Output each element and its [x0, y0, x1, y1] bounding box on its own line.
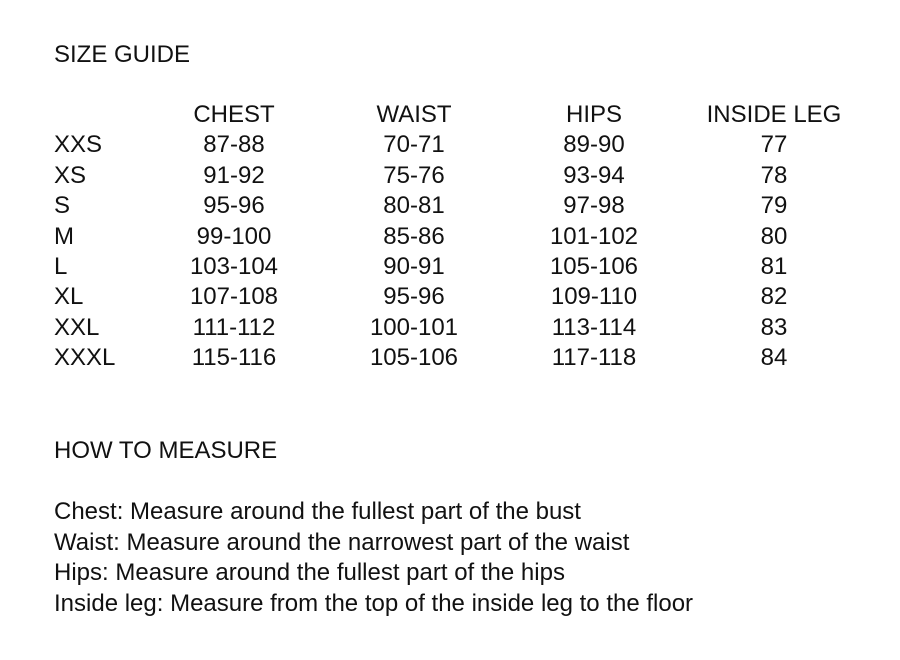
hips-value: 109-110 — [550, 283, 638, 311]
column-header-size — [54, 100, 154, 130]
waist-value: 105-106 — [369, 344, 459, 372]
inside-leg-value: 83 — [760, 313, 788, 341]
table-header-row — [54, 100, 874, 130]
waist-value: 80-81 — [383, 192, 445, 220]
chest-instruction: Chest: Measure around the fullest part of the bust — [54, 498, 581, 525]
hips-value: 113-114 — [551, 313, 637, 341]
waist-value: 75-76 — [383, 161, 445, 189]
waist-value: 70-71 — [383, 131, 445, 159]
size-guide-title: SIZE GUIDE — [54, 41, 191, 68]
table-row — [54, 161, 874, 191]
size-label: M — [54, 222, 74, 250]
table-row — [54, 313, 874, 343]
table-row — [54, 252, 874, 282]
size-label: S — [54, 192, 71, 220]
inside-leg-value: 82 — [760, 283, 788, 311]
size-label: L — [54, 253, 68, 281]
chest-value: 91-92 — [203, 161, 265, 189]
chest-value: 87-88 — [203, 131, 265, 159]
chest-value: 115-116 — [191, 344, 277, 372]
table-row — [54, 282, 874, 312]
size-label: XXS — [54, 131, 103, 159]
hips-value: 101-102 — [549, 222, 639, 250]
hips-value: 105-106 — [549, 253, 639, 281]
size-table — [54, 100, 874, 374]
column-header-chest: CHEST — [193, 101, 275, 128]
inside-leg-value: 80 — [760, 222, 788, 250]
column-header-hips: HIPS — [565, 101, 622, 128]
chest-value: 99-100 — [196, 222, 272, 250]
waist-value: 95-96 — [383, 283, 445, 311]
hips-instruction: Hips: Measure around the fullest part of the hips — [54, 559, 565, 586]
hips-value: 97-98 — [563, 192, 625, 220]
column-header-waist: WAIST — [376, 101, 452, 128]
measurement-instructions — [54, 497, 693, 619]
table-row — [54, 222, 874, 252]
table-row — [54, 191, 874, 221]
waist-instruction: Waist: Measure around the narrowest part of the waist — [54, 528, 630, 556]
hips-value: 89-90 — [563, 131, 625, 159]
how-to-measure-heading: HOW TO MEASURE — [54, 437, 278, 464]
inside-leg-value: 84 — [760, 344, 788, 372]
hips-value: 117-118 — [551, 344, 637, 372]
waist-value: 85-86 — [383, 222, 445, 250]
size-label: XXXL — [54, 344, 116, 372]
chest-value: 95-96 — [203, 192, 265, 220]
inside-leg-value: 79 — [760, 192, 788, 220]
table-row — [54, 130, 874, 160]
waist-value: 100-101 — [369, 313, 459, 341]
inside-leg-value: 81 — [760, 253, 788, 281]
column-header-inside-leg: INSIDE LEG — [706, 101, 842, 128]
chest-value: 103-104 — [189, 253, 279, 281]
chest-value: 107-108 — [189, 283, 279, 311]
chest-value: 111-112 — [192, 313, 276, 341]
size-label: XXL — [54, 313, 100, 341]
waist-value: 90-91 — [383, 253, 445, 281]
hips-value: 93-94 — [563, 161, 625, 189]
inside-leg-instruction: Inside leg: Measure from the top of the inside leg to the floor — [54, 589, 694, 617]
table-row — [54, 343, 874, 373]
inside-leg-value: 77 — [760, 131, 788, 159]
size-label: XL — [54, 283, 84, 311]
inside-leg-value: 78 — [760, 161, 788, 189]
size-label: XS — [54, 161, 87, 189]
